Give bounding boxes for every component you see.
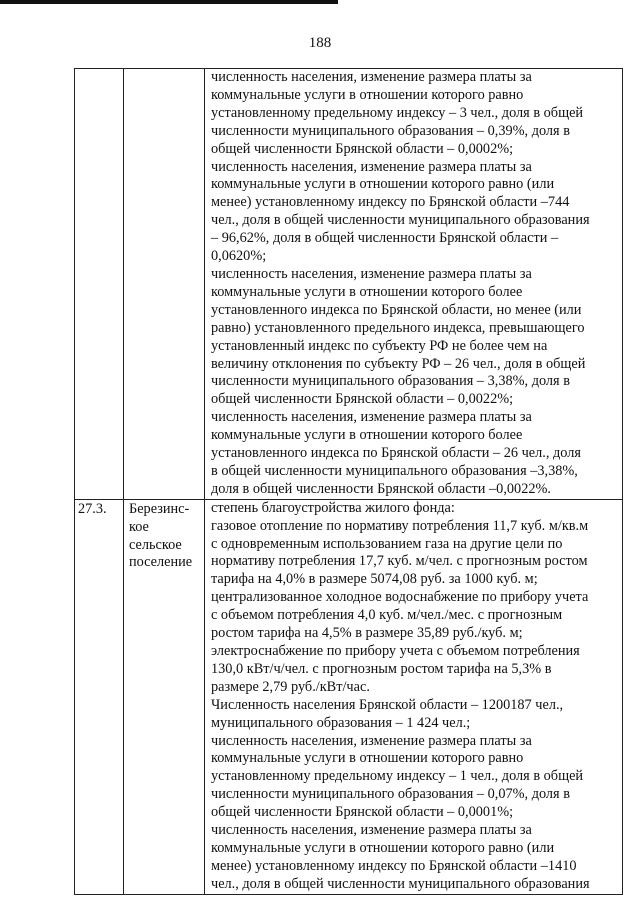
text-line: величину отклонения по субъекту РФ – 26 чел., доля в общей bbox=[211, 355, 586, 372]
text-line: электроснабжение по прибору учета с объемом потребления bbox=[211, 643, 580, 659]
text-line: установленного индекса по Брянской области – 26 чел., доля bbox=[211, 445, 581, 462]
municipality-name bbox=[124, 499, 205, 894]
text-line: размере 2,79 руб./кВт/час. bbox=[211, 678, 370, 695]
text-line: степень благоустройства жилого фонда: bbox=[211, 499, 455, 516]
text-line: чел., доля в общей численности муниципального образования bbox=[211, 875, 590, 892]
text-line: общей численности Брянской области – 0,0022%; bbox=[211, 391, 514, 408]
text-line: – 96,62%, доля в общей численности Брянской области – bbox=[211, 230, 559, 247]
text-line: установленному предельному индексу – 3 чел., доля в общей bbox=[211, 104, 584, 121]
text-line: нормативу потребления 17,7 куб. м/чел. с прогнозным ростом bbox=[211, 553, 588, 570]
text-line: равно) установленного предельного индекса, превышающего bbox=[211, 319, 585, 336]
text-line: доля в общей численности Брянской области –0,0022%. bbox=[211, 480, 551, 497]
row-description bbox=[205, 69, 623, 500]
text-line: чел., доля в общей численности муниципального образования bbox=[211, 212, 590, 229]
text-line: коммунальные услуги в отношении которого более bbox=[211, 283, 523, 300]
text-line: 130,0 кВт/ч/чел. с прогнозным ростом тарифа на 5,3% в bbox=[211, 660, 552, 677]
text-line: 0,0620%; bbox=[211, 248, 267, 265]
text-line: коммунальные услуги в отношении которого равно bbox=[211, 750, 524, 767]
text-line: коммунальные услуги в отношении которого равно bbox=[211, 86, 524, 103]
text-line: с объемом потребления 4,0 куб. м/чел./мес. с прогнозным bbox=[211, 607, 563, 624]
data-table bbox=[74, 68, 623, 895]
text-line: ростом тарифа на 4,5% в размере 35,89 руб./куб. м; bbox=[211, 625, 523, 642]
text-line: численность населения, изменение размера платы за bbox=[211, 822, 532, 839]
page-number: 188 bbox=[308, 35, 332, 51]
text-line: Численность населения Брянской области – 1200187 чел., bbox=[211, 696, 564, 713]
text-line: муниципального образования – 1 424 чел.; bbox=[211, 714, 471, 731]
text-line: установленному предельному индексу – 1 чел., доля в общей bbox=[211, 768, 584, 785]
text-line: газовое отопление по нормативу потребления 11,7 куб. м/кв.м bbox=[211, 517, 589, 534]
table-row bbox=[75, 499, 623, 894]
text-line: численность населения, изменение размера платы за bbox=[211, 409, 532, 426]
text-line: тарифа на 4,0% в размере 5074,08 руб. за 1000 куб. м; bbox=[211, 571, 538, 588]
text-line: численности муниципального образования – 0,39%, доля в bbox=[211, 122, 570, 139]
text-line: установленный индекс по субъекту РФ не более чем на bbox=[211, 337, 548, 354]
text-line: коммунальные услуги в отношении которого равно (или bbox=[211, 176, 555, 193]
text-line: менее) установленному индексу по Брянской области –744 bbox=[211, 194, 570, 211]
row-number bbox=[75, 69, 124, 500]
municipality-name bbox=[124, 69, 205, 500]
text-line: численности муниципального образования – 0,07%, доля в bbox=[211, 786, 570, 803]
table-row bbox=[75, 69, 623, 500]
top-rule bbox=[0, 0, 338, 4]
text-line: установленного индекса по Брянской области, но менее (или bbox=[211, 301, 582, 318]
text-line: с одновременным использованием газа на другие цели по bbox=[211, 535, 563, 552]
name-line: поселение bbox=[129, 554, 193, 571]
text-line: централизованное холодное водоснабжение по прибору учета bbox=[211, 589, 589, 606]
text-line: коммунальные услуги в отношении которого равно (или bbox=[211, 839, 555, 856]
text-line: общей численности Брянской области – 0,0002%; bbox=[211, 140, 514, 157]
name-line: Березинс- bbox=[129, 500, 190, 517]
text-line: численность населения, изменение размера платы за bbox=[211, 158, 532, 175]
text-line: численность населения, изменение размера платы за bbox=[211, 265, 532, 282]
text-line: в общей численности муниципального образования –3,38%, bbox=[211, 462, 578, 479]
text-line: коммунальные услуги в отношении которого более bbox=[211, 427, 523, 444]
text-line: численность населения, изменение размера платы за bbox=[211, 69, 532, 85]
row-description bbox=[205, 499, 623, 894]
row-number: 27.3. bbox=[75, 499, 124, 894]
name-line: сельское bbox=[129, 536, 182, 553]
text-line: численность населения, изменение размера платы за bbox=[211, 732, 532, 749]
text-line: численности муниципального образования – 3,38%, доля в bbox=[211, 373, 570, 390]
name-line: кое bbox=[129, 518, 149, 535]
text-line: общей численности Брянской области – 0,0001%; bbox=[211, 804, 514, 821]
text-line: менее) установленному индексу по Брянской области –1410 bbox=[211, 857, 577, 874]
